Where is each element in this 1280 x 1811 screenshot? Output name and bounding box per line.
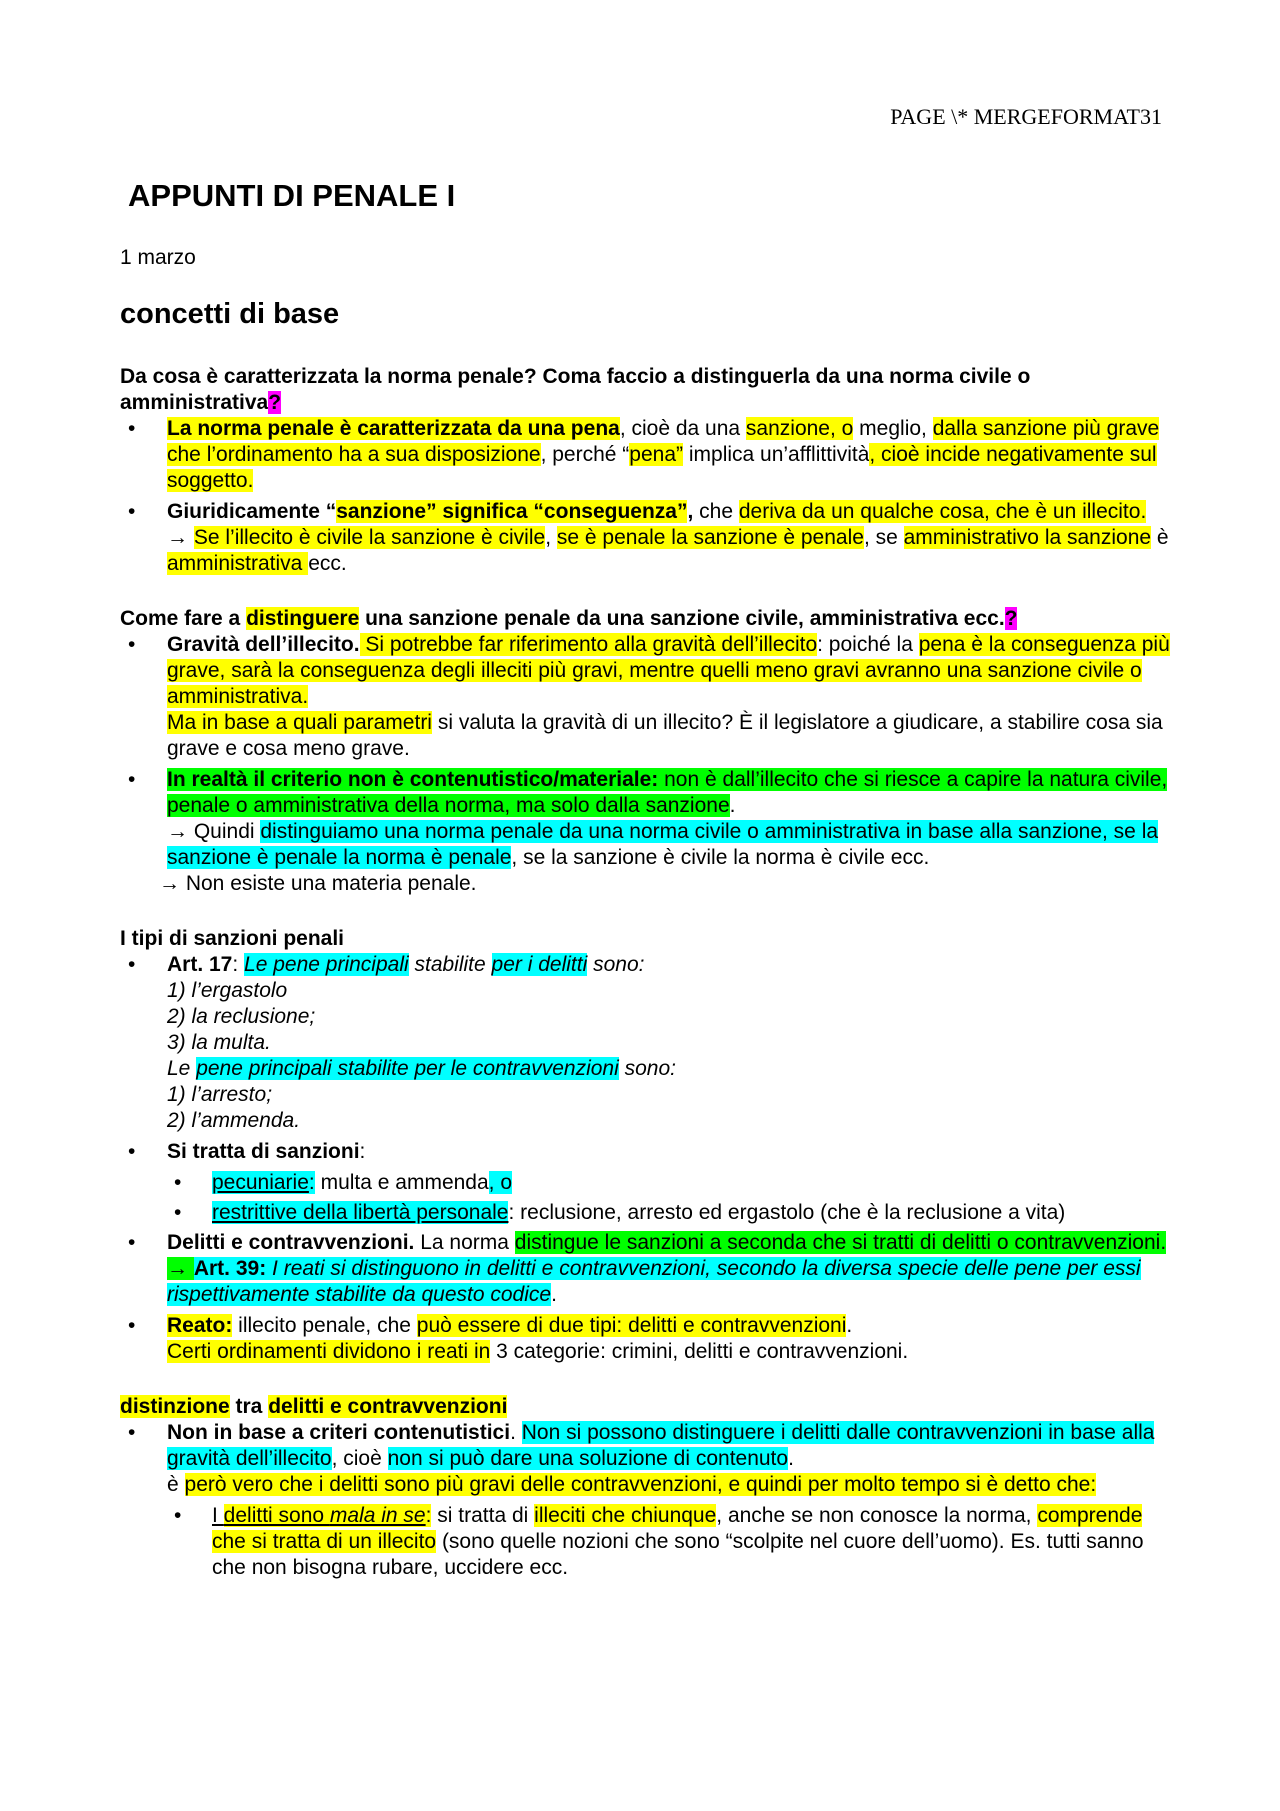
list-item: • Delitti e contravvenzioni. La norma distingue le sanzioni a seconda che si tratti di delitti o contravvenzioni. → Art. 39: I reati si distinguono in delitti e contravvenzioni, secondo la diversa specie delle pene per essi rispettivamente stabilite da questo codice. (120, 1230, 1170, 1308)
document-title: APPUNTI DI PENALE I (128, 178, 456, 213)
question-2: Come fare a distinguere una sanzione penale da una sanzione civile, amministrativa ecc.? (120, 607, 1018, 630)
distinction-list (120, 1420, 1170, 1581)
list-item: • pecuniarie: multa e ammenda, o (120, 1170, 1170, 1196)
section-heading: concetti di base (120, 298, 340, 330)
list-item: • La norma penale è caratterizzata da una pena, cioè da una sanzione, o meglio, dalla sanzione più grave che l’ordinamento ha a sua disposizione, perché “pena” implica un’afflittività, cioè incide negativamente sul soggetto. (120, 416, 1170, 494)
list-item: • Giuridicamente “sanzione” significa “conseguenza”, che deriva da un qualche cosa, che è un illecito. → Se l’illecito è civile la sanzione è civile, se è penale la sanzione è penale, se amministrativo la sanzione è amministrativa ecc. (120, 499, 1170, 577)
list-item: • In realtà il criterio non è contenutistico/materiale: non è dall’illecito che si riesce a capire la natura civile, penale o amministrativa della norma, ma solo dalla sanzione. → Quindi distinguiamo una norma penale da una norma civile o amministrativa in base alla sanzione, se la sanzione è penale la norma è penale, se la sanzione è civile la norma è civile ecc. → Non esiste una materia penale. (120, 767, 1170, 897)
lecture-date: 1 marzo (120, 246, 196, 269)
list-item: • Reato: illecito penale, che può essere di due tipi: delitti e contravvenzioni. Certi ordinamenti dividono i reati in 3 categorie: crimini, delitti e contravvenzioni. (120, 1313, 1170, 1365)
question-1-list (120, 416, 1170, 577)
sanctions-list (120, 952, 1170, 1365)
list-item: • Gravità dell’illecito. Si potrebbe far riferimento alla gravità dell’illecito: poiché la pena è la conseguenza più grave, sarà la conseguenza degli illeciti più gravi, mentre quelli meno gravi avranno una sanzione civile o amministrativa. Ma in base a quali parametri si valuta la gravità di un illecito? È il legislatore a giudicare, a stabilire cosa sia grave e cosa meno grave. (120, 632, 1170, 762)
document-body (120, 364, 1170, 1585)
distinction-heading: distinzione tra delitti e contravvenzioni (120, 1395, 508, 1418)
question-2-list (120, 632, 1170, 897)
page-header: PAGE \* MERGEFORMAT31 (890, 104, 1162, 129)
sanctions-heading: I tipi di sanzioni penali (120, 927, 345, 950)
list-item: • I delitti sono mala in se: si tratta di illeciti che chiunque, anche se non conosce la norma, comprende che si tratta di un illecito (sono quelle nozioni che sono “scolpite nel cuore dell’uomo). Es. tutti sanno che non bisogna rubare, uccidere ecc. (120, 1503, 1170, 1581)
question-1: Da cosa è caratterizzata la norma penale? Coma faccio a distinguerla da una norma civile o amministrativa? (120, 365, 1031, 414)
list-item: • Non in base a criteri contenutistici. Non si possono distinguere i delitti dalle contravvenzioni in base alla gravità dell’illecito, cioè non si può dare una soluzione di contenuto. è però vero che i delitti sono più gravi delle contravvenzioni, e quindi per molto tempo si è detto che: (120, 1420, 1170, 1498)
list-item: • restrittive della libertà personale: reclusione, arresto ed ergastolo (che è la reclusione a vita) (120, 1200, 1170, 1226)
list-item: • Art. 17: Le pene principali stabilite per i delitti sono: 1) l’ergastolo 2) la reclusione; 3) la multa. Le pene principali stabilite per le contravvenzioni sono: 1) l’arresto; 2) l’ammenda. (120, 952, 1170, 1134)
list-item: • Si tratta di sanzioni: (120, 1139, 1170, 1165)
